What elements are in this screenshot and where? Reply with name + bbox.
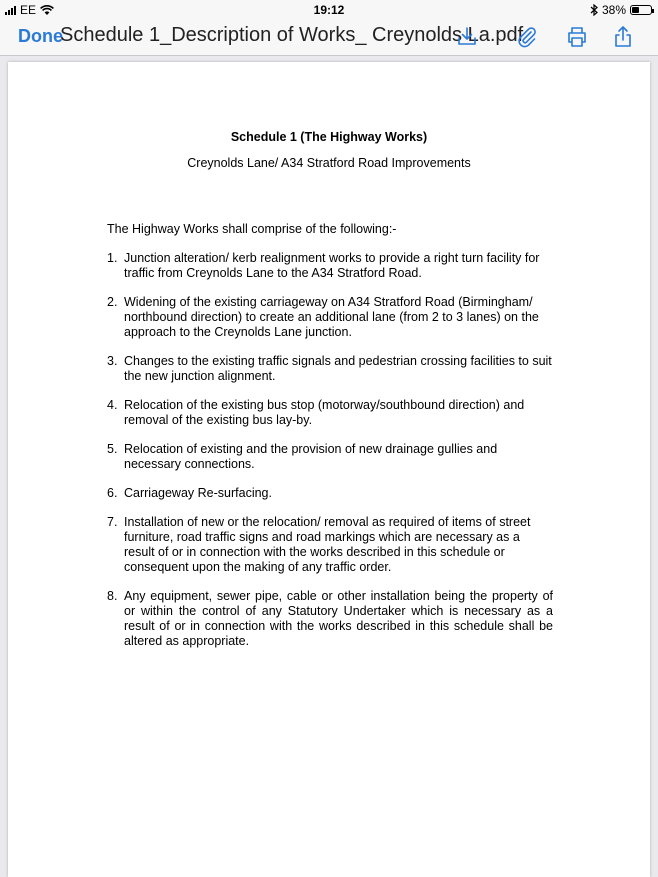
item-text: Changes to the existing traffic signals and pedestrian crossing facilities to suit the new junction alignment. [124, 354, 552, 383]
share-icon[interactable] [610, 24, 636, 50]
battery-fill [632, 7, 639, 13]
carrier-label: EE [20, 3, 37, 17]
status-right [590, 3, 652, 17]
bluetooth-icon [590, 4, 598, 16]
nav-bar [0, 20, 658, 56]
done-button[interactable]: Done [18, 26, 63, 46]
item-number: 7. [107, 515, 118, 529]
item-text: Relocation of existing and the provision of new drainage gullies and necessary connections. [124, 442, 498, 471]
intro-text: The Highway Works shall comprise of the following:- [107, 222, 397, 236]
list-item [107, 251, 553, 281]
item-number: 2. [107, 295, 118, 309]
battery-percent: 38% [601, 3, 626, 17]
item-text: Any equipment, sewer pipe, cable or other installation being the property of or within the control of any Statutory Undertaker which is necessary as a result of or in connection with the works described in this schedule shall be altered as appropriate. [124, 589, 553, 648]
battery-icon [630, 5, 652, 15]
paperclip-icon[interactable] [514, 24, 540, 50]
schedule-title: Schedule 1 (The Highway Works) [230, 130, 428, 144]
item-text: Carriageway Re-surfacing. [124, 486, 272, 500]
item-text: Junction alteration/ kerb realignment works to provide a right turn facility for traffic from Creynolds Lane to the A34 Stratford Road. [124, 251, 540, 280]
clock: 19:12 [313, 3, 345, 17]
item-number: 6. [107, 486, 118, 500]
list-item [107, 295, 553, 340]
item-number: 5. [107, 442, 118, 456]
pdf-page[interactable] [8, 62, 650, 877]
item-text: Widening of the existing carriageway on A34 Stratford Road (Birmingham/ northbound direction) to create an additional lane (from 2 to 3 lanes) on the approach to the Creynolds Lane junction. [124, 295, 539, 339]
item-number: 3. [107, 354, 118, 368]
item-text: Installation of new or the relocation/ removal as required of items of street furniture, road traffic signs and road markings which are necessary as a result of or in connection with the works described in this schedule or consequent upon the making of any traffic order. [124, 515, 531, 574]
item-number: 1. [107, 251, 118, 265]
item-text: Relocation of the existing bus stop (motorway/southbound direction) and removal of the existing bus lay-by. [124, 398, 525, 427]
document-title: Schedule 1_Description of Works_ Creynolds La.pdf [60, 24, 524, 46]
list-item [107, 442, 553, 472]
print-icon[interactable] [564, 24, 590, 50]
list-item [107, 589, 553, 649]
download-icon[interactable] [454, 24, 480, 50]
item-number: 8. [107, 589, 118, 603]
list-item [107, 398, 553, 428]
status-bar [0, 0, 658, 20]
schedule-subtitle: Creynolds Lane/ A34 Stratford Road Improvements [187, 156, 471, 170]
works-list [107, 251, 553, 663]
list-item [107, 354, 553, 384]
list-item [107, 486, 553, 501]
list-item [107, 515, 553, 575]
item-number: 4. [107, 398, 118, 412]
